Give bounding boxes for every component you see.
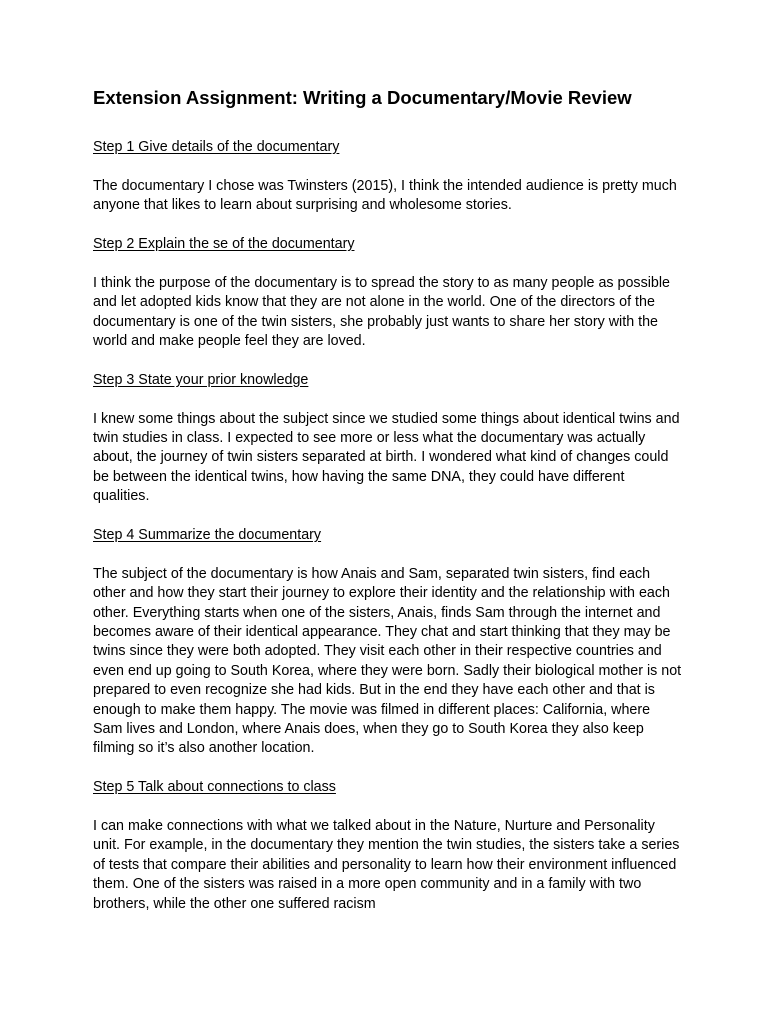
- step-3-body: I knew some things about the subject since we studied some things about identical twins and twin studies in class. I expected to see more or less what the documentary was actually about, the journey of twin sisters separated at birth. I wondered what kind of changes could be between the identical twins, how having the same DNA, they could have different qualities.: [93, 410, 680, 505]
- step-3-heading: Step 3 State your prior knowledge: [93, 371, 309, 388]
- step-5-heading: Step 5 Talk about connections to class: [93, 779, 336, 796]
- step-2-body: I think the purpose of the documentary is to spread the story to as many people as possible and let adopted kids know that they are not alone in the world. One of the directors of the documentary is one of the twin sisters, she probably just wants to share her story with the world and make people feel they are loved.: [93, 274, 670, 350]
- document-page: [93, 86, 683, 914]
- step-1-body: The documentary I chose was Twinsters (2015), I think the intended audience is pretty much anyone that likes to learn about surprising and wholesome stories.: [93, 177, 677, 214]
- step-1-heading: Step 1 Give details of the documentary: [93, 139, 340, 155]
- step-4-body: The subject of the documentary is how Anais and Sam, separated twin sisters, find each other and how they start their journey to explore their identity and the relationship with each other. Everything starts when one of the sisters, Anais, finds Sam through the internet and becomes aware of their identical appearance. They chat and start thinking that they may be twins since they were both adopted. They visit each other in their respective countries and even end up going to South Korea, where they were born. Sadly their biological mother is not prepared to even recognize she had kids. But in the end they have each other and that is enough to make them happy. The movie was filmed in different places: California, where Sam lives and London, where Anais does, when they go to South Korea they also keep filming so it’s also another location.: [93, 565, 682, 757]
- step-2-heading: Step 2 Explain the se of the documentary: [93, 236, 355, 252]
- document-title: Extension Assignment: Writing a Documentary/Movie Review: [93, 87, 632, 108]
- step-4-heading: Step 4 Summarize the documentary: [93, 527, 322, 544]
- step-5-body: I can make connections with what we talked about in the Nature, Nurture and Personality unit. For example, in the documentary they mention the twin studies, the sisters take a series of tests that compare their abilities and personality to learn how their environment influenced them. One of the sisters was raised in a more open community and in a family with two brothers, while the other one suffered racism: [93, 818, 680, 912]
